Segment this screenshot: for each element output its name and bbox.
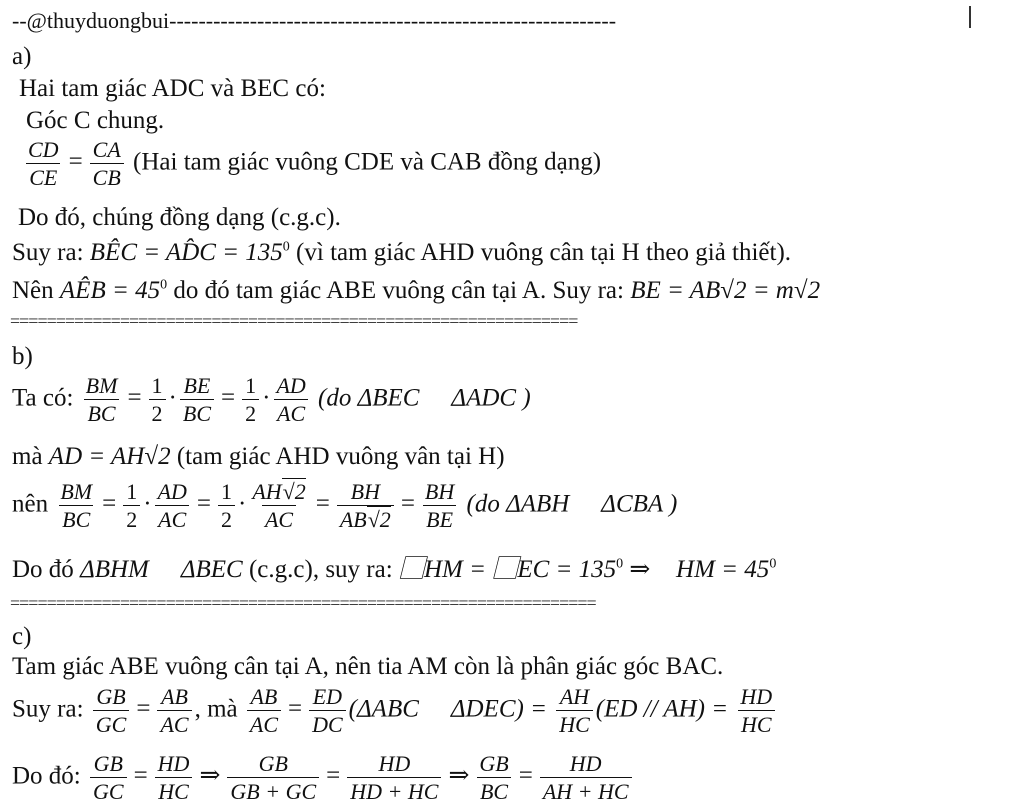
part-a-line-2: Góc C chung. xyxy=(26,107,165,134)
part-b-line-2: mà AD = AH√2 (tam giác AHD vuông vân tại H) xyxy=(12,443,505,470)
angle-equation: BÊC = AD̂C = 135 xyxy=(89,239,283,266)
author-line: --@thuyduongbui------------------------------------------------------------- xyxy=(12,8,617,33)
part-a-line-1: Hai tam giác ADC và BEC có: xyxy=(19,75,326,102)
part-a-line-4: Do đó, chúng đồng dạng (c.g.c). xyxy=(18,204,341,231)
part-c-line-2: Suy ra: $\frac{GB}{GC}$ = $\frac{AB}{AC}$ , mà $\frac{AB}{AC}$ = $\frac{ED}{DC}$ (ΔABC ⃞ ΔDEC) = $\frac{AH}{HC}$ (ED // AH) = $\frac{HD}{HC}$ xyxy=(12,685,778,736)
part-a-line-6: Nên AÊB = $45^0$ do đó tam giác ABE vuông cân tại A. Suy ra: BE = AB√2 = m√2 xyxy=(12,277,821,304)
part-a-label: a) xyxy=(12,43,32,70)
separator-2: ================================================================ xyxy=(10,593,596,613)
fraction-ca-cb: $\frac{CA}{CB}$ xyxy=(90,138,124,189)
part-c-label: c) xyxy=(12,623,32,650)
separator-1: ============================================================== xyxy=(10,311,578,331)
part-b-line-1: Ta có: $\frac{BM}{BC}$ = $\frac{1}{2}$ · $\frac{BE}{BC}$ = $\frac{1}{2}$ · $\frac{AD}{AC}$ (do ΔBEC ⃞ ΔADC ) xyxy=(12,373,531,427)
text-cursor xyxy=(969,6,971,28)
part-a-line-3: $\frac{CD}{CE}$ = $\frac{CA}{CB}$ (Hai tam giác vuông CDE và CAB đồng dạng) xyxy=(22,138,601,189)
part-a-line-5: Suy ra: BÊC = AD̂C = $135^0$ (vì tam giác AHD vuông cân tại H theo giả thiết). xyxy=(12,239,792,266)
part-c-line-3: Do đó: $\frac{GB}{GC}$ = $\frac{HD}{HC}$ ⇒ $\frac{GB}{GB + GC}$ = $\frac{HD}{HD + HC}$ ⇒ $\frac{GB}{BC}$ = $\frac{HD}{AH + HC}$ xyxy=(12,752,635,803)
part-b-label: b) xyxy=(12,343,33,370)
be-equation: BE = AB√2 = m√2 xyxy=(630,277,821,304)
fraction-cd-ce: $\frac{CD}{CE}$ xyxy=(28,137,59,191)
part-c-line-1: Tam giác ABE vuông cân tại A, nên tia AM còn là phân giác góc BAC. xyxy=(12,653,724,680)
part-b-line-4: Do đó ΔBHM ⃞ ΔBEC (c.g.c), suy ra: ⃞HM = ⃞EC = $135^0$ ⇒ ⃞HM = $45^0$ xyxy=(12,556,777,583)
part-b-line-3: nên $\frac{BM}{BC}$ = $\frac{1}{2}$ · $\frac{AD}{AC}$ = $\frac{1}{2}$ · $\frac{AH√2}{AC}$ = $\frac{BH}{AB√2}$ = $\frac{BH}{BE}$ (do ΔABH ⃞ ΔCBA ) xyxy=(12,479,678,533)
